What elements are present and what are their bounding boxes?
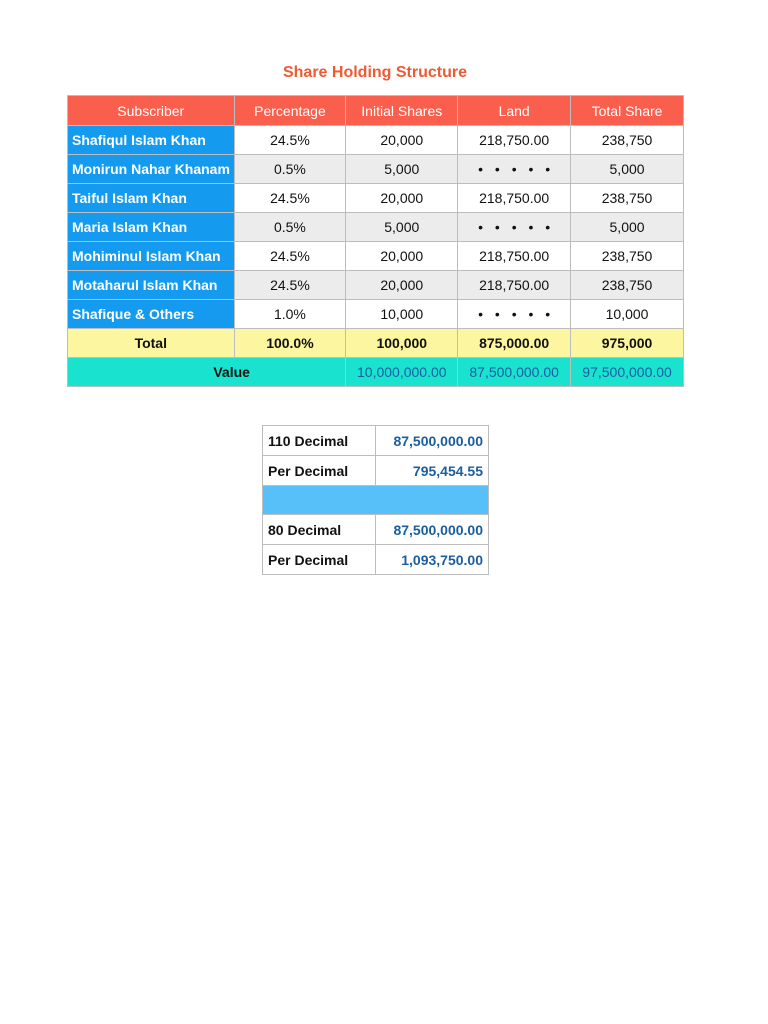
initial-shares-cell: 20,000 — [346, 184, 458, 213]
header-percentage: Percentage — [234, 96, 346, 126]
total-percentage: 100.0% — [234, 329, 346, 358]
subscriber-name: Taiful Islam Khan — [68, 184, 235, 213]
table-row — [68, 155, 684, 184]
decimal-summary-table — [262, 425, 489, 575]
summary-label: Per Decimal — [263, 545, 376, 575]
value-land: 87,500,000.00 — [458, 358, 571, 387]
value-initial-shares: 10,000,000.00 — [346, 358, 458, 387]
total-initial-shares: 100,000 — [346, 329, 458, 358]
subscriber-name: Motaharul Islam Khan — [68, 271, 235, 300]
land-cell: • • • • • — [458, 300, 571, 329]
table-row — [68, 126, 684, 155]
header-land: Land — [458, 96, 571, 126]
initial-shares-cell: 20,000 — [346, 242, 458, 271]
total-row — [68, 329, 684, 358]
header-initial-shares: Initial Shares — [346, 96, 458, 126]
separator-band — [263, 486, 489, 515]
subscriber-name: Monirun Nahar Khanam — [68, 155, 235, 184]
summary-separator-row — [263, 486, 489, 515]
total-share-cell: 10,000 — [571, 300, 684, 329]
summary-value: 87,500,000.00 — [376, 426, 489, 456]
page-title: Share Holding Structure — [282, 64, 468, 81]
summary-label: Per Decimal — [263, 456, 376, 486]
summary-row — [263, 545, 489, 575]
initial-shares-cell: 5,000 — [346, 155, 458, 184]
land-cell: 218,750.00 — [458, 126, 571, 155]
total-share-cell: 238,750 — [571, 126, 684, 155]
initial-shares-cell: 20,000 — [346, 126, 458, 155]
land-cell: • • • • • — [458, 213, 571, 242]
percentage-cell: 1.0% — [234, 300, 346, 329]
table-row — [68, 184, 684, 213]
subscriber-name: Shafiqul Islam Khan — [68, 126, 235, 155]
header-subscriber: Subscriber — [68, 96, 235, 126]
percentage-cell: 24.5% — [234, 242, 346, 271]
summary-row — [263, 515, 489, 545]
land-cell: 218,750.00 — [458, 271, 571, 300]
total-share-cell: 238,750 — [571, 271, 684, 300]
initial-shares-cell: 5,000 — [346, 213, 458, 242]
total-share-cell: 5,000 — [571, 213, 684, 242]
total-land: 875,000.00 — [458, 329, 571, 358]
share-holding-table — [67, 95, 684, 387]
subscriber-name: Shafique & Others — [68, 300, 235, 329]
table-header-row — [68, 96, 684, 126]
percentage-cell: 0.5% — [234, 213, 346, 242]
percentage-cell: 0.5% — [234, 155, 346, 184]
header-total-share: Total Share — [571, 96, 684, 126]
summary-row — [263, 426, 489, 456]
summary-value: 87,500,000.00 — [376, 515, 489, 545]
total-share-cell: 238,750 — [571, 242, 684, 271]
land-cell: 218,750.00 — [458, 242, 571, 271]
initial-shares-cell: 20,000 — [346, 271, 458, 300]
percentage-cell: 24.5% — [234, 126, 346, 155]
summary-value: 1,093,750.00 — [376, 545, 489, 575]
table-row — [68, 300, 684, 329]
table-row — [68, 242, 684, 271]
summary-value: 795,454.55 — [376, 456, 489, 486]
total-share-cell: 238,750 — [571, 184, 684, 213]
total-share-cell: 5,000 — [571, 155, 684, 184]
subscriber-name: Mohiminul Islam Khan — [68, 242, 235, 271]
initial-shares-cell: 10,000 — [346, 300, 458, 329]
land-cell: • • • • • — [458, 155, 571, 184]
summary-label: 80 Decimal — [263, 515, 376, 545]
percentage-cell: 24.5% — [234, 271, 346, 300]
table-row — [68, 213, 684, 242]
percentage-cell: 24.5% — [234, 184, 346, 213]
summary-label: 110 Decimal — [263, 426, 376, 456]
table-row — [68, 271, 684, 300]
summary-row — [263, 456, 489, 486]
land-cell: 218,750.00 — [458, 184, 571, 213]
total-label: Total — [68, 329, 235, 358]
subscriber-name: Maria Islam Khan — [68, 213, 235, 242]
value-row — [68, 358, 684, 387]
total-total-share: 975,000 — [571, 329, 684, 358]
value-total-share: 97,500,000.00 — [571, 358, 684, 387]
value-label: Value — [68, 358, 346, 387]
